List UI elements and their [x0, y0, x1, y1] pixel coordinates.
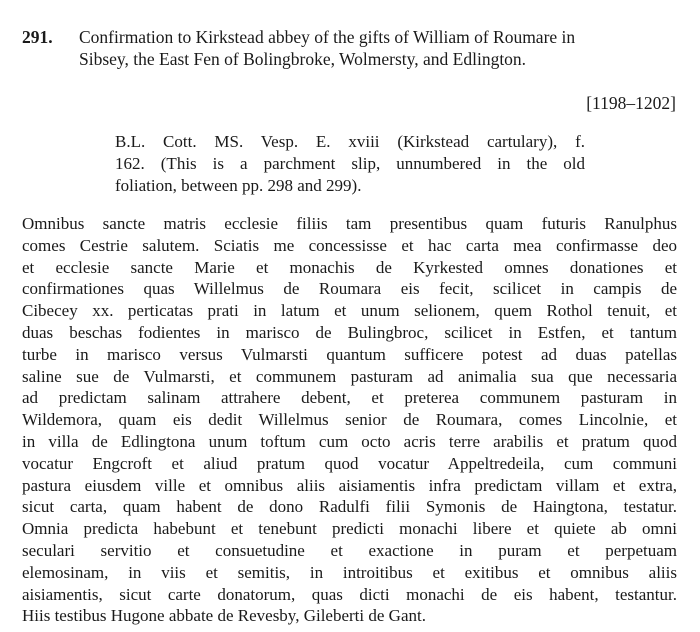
text-line: in villa de Edlingtona unum toftum cum octo acris terre arabilis et pratum quod — [22, 431, 677, 451]
text-line: seculari servitio et consuetudine et exactione in puram et perpetuam — [22, 540, 677, 560]
text-line: saline sue de Vulmarsti, et communem pasturam ad animalia sua que necessaria — [22, 366, 677, 386]
text-line: et ecclesie sancte Marie et monachis de Kyrkested omnes donationes et — [22, 257, 677, 277]
text-line: pastura eiusdem ville et omnibus aliis aisiamentis infra predictam villam et extra, — [22, 475, 677, 495]
charter-number: 291. — [22, 27, 53, 47]
text-line: Wildemora, quam eis dedit Willelmus senior de Roumara, comes Lincolnie, et — [22, 410, 677, 430]
text-line: Omnia predicta habebunt et tenebunt predicti monachi libere et quiete ab omni — [22, 519, 677, 539]
source-line: B.L. Cott. MS. Vesp. E. xviii (Kirkstead cartulary), f. — [115, 132, 585, 151]
text-line: comes Cestrie salutem. Sciatis me concessisse et hac carta mea confirmasse deo — [22, 235, 677, 255]
text-line: turbe in marisco versus Vulmarsti quantum sufficere potest ad duas patellas — [22, 344, 677, 364]
text-line: Hiis testibus Hugone abbate de Revesby, Gileberti de Gant. — [22, 606, 426, 626]
text-line: ad predictam salinam attrahere debent, et preterea communem pasturam in — [22, 388, 677, 408]
text-line: sicut carta, quam habent de dono Radulfi filii Symonis de Haingtona, testatur. — [22, 497, 677, 517]
source-line: foliation, between pp. 298 and 299). — [115, 176, 362, 195]
source-citation — [115, 131, 585, 197]
charter-text — [22, 213, 677, 627]
charter-title-line: Confirmation to Kirkstead abbey of the gifts of William of Roumare in — [79, 27, 576, 47]
text-line: confirmationes quas Willelmus de Roumara eis fecit, scilicet in campis de — [22, 279, 677, 299]
source-line: 162. (This is a parchment slip, unnumbered in the old — [115, 154, 585, 173]
text-line: elemosinam, in viis et semitis, in introitibus et exitibus et omnibus aliis — [22, 562, 677, 582]
text-line: aisiamentis, sicut carte donatorum, quas dicti monachi de eis habent, testantur. — [22, 584, 677, 604]
text-line: duas beschas fodientes in marisco de Bulingbroc, scilicet in Estfen, et tantum — [22, 322, 677, 342]
charter-date: [1198–1202] — [586, 93, 676, 113]
charter-title-line: Sibsey, the East Fen of Bolingbroke, Wolmersty, and Edlington. — [79, 49, 527, 69]
text-line: Cibecey xx. perticatas prati in latum et unum selionem, quem Rothol tenuit, et — [22, 301, 677, 321]
text-line: Omnibus sancte matris ecclesie filiis tam presentibus quam futuris Ranulphus — [22, 214, 677, 233]
text-line: vocatur Engcroft et aliud pratum quod vocatur Appeltredeila, cum communi — [22, 453, 677, 473]
